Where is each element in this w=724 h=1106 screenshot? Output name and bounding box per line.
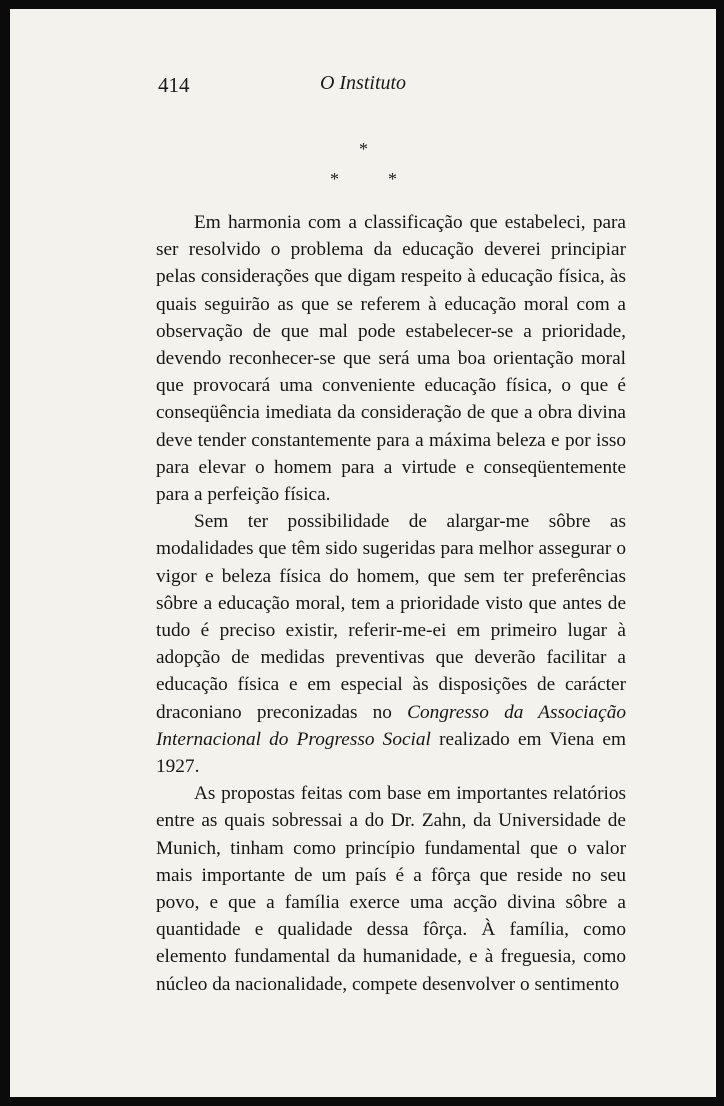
running-title: O Instituto [319, 72, 407, 94]
asterisk-right: * [388, 169, 397, 189]
asterisk-left: * [330, 169, 339, 189]
congress-title: Congresso da Associação Internacional do Progresso Social [156, 701, 627, 750]
body-text [156, 209, 626, 998]
paragraph-2 [156, 508, 626, 780]
page-number: 414 [158, 73, 190, 97]
asterism-ornament [10, 139, 716, 191]
asterisk-top: * [359, 139, 368, 159]
page-header [10, 65, 716, 105]
paragraph-2-text-start: Sem ter possibilidade de alargar-me sôbre as modalidades que têm sido sugeridas para melhor assegurar o vigor e beleza física do homem, que sem ter preferências sôbre a educação moral, tem a prioridade visto que antes de tudo é preciso existir, referir-me-ei em primeiro lugar à adopção de medidas preventivas que deverão facilitar a educação física e em especial às disposições de carácter draconiano preconizadas no [156, 511, 626, 723]
book-page [10, 9, 716, 1097]
paragraph-1: Em harmonia com a classificação que estabeleci, para ser resolvido o problema da educação deverei principiar pelas considerações que digam respeito à educação física, às quais seguirão as que se referem à educação moral com a observação de que mal pode estabelecer-se a prioridade, devendo reconhecer-se que será uma boa orientação moral que provocará uma conveniente educação física, o que é conseqüência imediata da consideração de que a obra divina deve tender constantemente para a máxima beleza e por isso para elevar o homem para a virtude e conseqüentemente para a perfeição física. [156, 212, 626, 506]
paragraph-2-text-end: realizado em Viena em 1927. [156, 728, 626, 778]
paragraph-3: As propostas feitas com base em importantes relatórios entre as quais sobressai a do Dr. Zahn, da Universidade de Munich, tinham como princípio fundamental que o valor mais importante de um país é a fôrça que reside no seu povo, e que a família exerce uma acção divina sôbre a quantidade e qualidade dessa fôrça. À família, como elemento fundamental da humanidade, e à freguesia, como núcleo da nacionalidade, compete desenvolver o sentimento [156, 783, 626, 995]
